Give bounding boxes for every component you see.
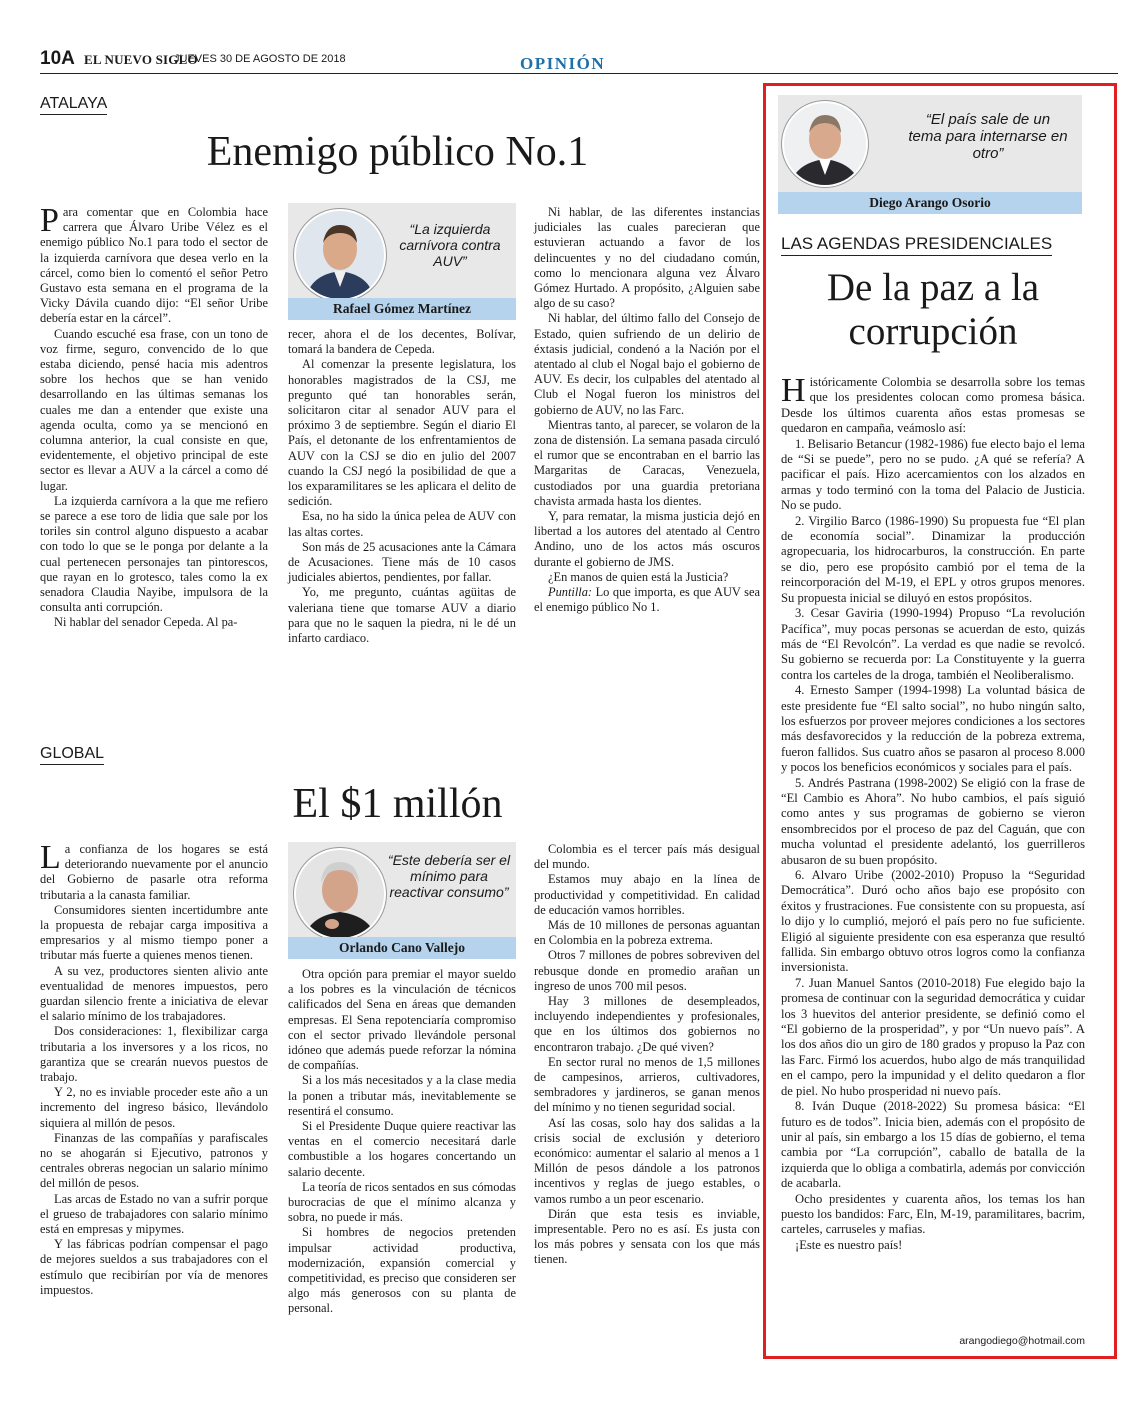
article3-para: Ocho presidentes y cuarenta años, los temas los han puesto los bandidos: Farc, Eln, M-19, paramilitares, bacrim, carteles, carruseles y mafias. [781,1191,1085,1237]
author-photo [294,209,386,301]
article2-para: En sector rural no menos de 1,5 millones de campesinos, arrieros, cultivadores, sembradores y jardineros, se ganan menos del mínimo y no tienen seguridad social. [534,1054,760,1115]
article2-headline: El $1 millón [292,781,503,827]
article3-headline [778,266,1088,354]
article2-para: Así las cosas, solo hay dos salidas a la crisis social de exclusión y deterioro económico: aumentar el salario al menos a 1 Millón de pesos dándole a los patronos incentivos y reglas de juego estables, o vamos rumbo a un peor escenario. [534,1115,760,1206]
article3-para: 8. Iván Duque (2018-2022) Su promesa básica: “El futuro es de todos”. Inicia bien, además con el propósito de unir al país, sin embargo a los 15 días de gobierno, el tema cambia por “La corrupción”, caballo de batalla de la izquierda que lo obliga a combatirla, además por convicción de acabarla. [781,1099,1085,1191]
article3-quote: “El país sale de un tema para internarse en otro” [908,111,1068,162]
portrait-icon [296,211,384,299]
article2-para: Estamos muy abajo en la línea de productividad y competitividad. En calidad de educación vamos horribles. [534,872,760,917]
article3-author: Diego Arango Osorio [778,192,1082,214]
article1-para: Yo, me pregunto, cuántas agüitas de valeriana tiene que tomarse AUV a diario para que no le saquen la piedra, ni le dé un infarto cardiaco. [288,585,516,646]
article2-para: Consumidores sienten incertidumbre ante la propuesta de rebajar carga impositiva a empresarios y al mismo tiempo poner a tributar más fuerte a quienes menos tienen. [40,902,268,963]
author-email[interactable]: arangodiego@hotmail.com [959,1335,1085,1347]
portrait-icon [784,103,866,185]
issue-date: JUEVES 30 DE AGOSTO DE 2018 [174,53,346,65]
section-title: OPINIÓN [520,54,606,73]
newspaper-name: EL NUEVO SIGLO [84,52,198,67]
dropcap: H [781,372,806,409]
article2-column-2 [288,967,516,1317]
article3-section-tag: LAS AGENDAS PRESIDENCIALES [781,234,1052,256]
article2-para: A su vez, productores sienten alivio ante eventualidad de menores impuestos, pero guardan silencio frente a iniciativa de elevar el salario mínimo de los trabajadores. [40,963,268,1024]
article2-para: Si a los más necesitados y a la clase media la ponen a tributar más, inevitablemente se resentirá el consumo. [288,1073,516,1118]
article2-para: Colombia es el tercer país más desigual del mundo. [534,842,760,872]
article1-para: Son más de 25 acusaciones ante la Cámara de Acusaciones. Tiene más de 10 casos judiciales abiertos, pendientes, por fallar. [288,539,516,585]
article2-para: Dirán que esta tesis es inviable, impresentable. Pero no es así. Es justa con los más pobres y sensata con los que más tienen. [534,1206,760,1267]
article2-para: Otra opción para premiar el mayor sueldo a los pobres es la vinculación de técnicos calificados del Sena en áreas que demanden empresas. El Sena repotenciaría compromiso con el sector privado llevándole personal idóneo que además puede reforzar la nómina de compañías. [288,967,516,1073]
article3-body [781,372,1085,1253]
article1-author-box [288,203,516,320]
article1-headline: Enemigo público No.1 [206,129,589,175]
article1-para: Al comenzar la presente legislatura, los honorables magistrados de la CSJ, me pregunto qué tan honorables serán, solicitaron citar al senador AUV para el próximo 3 de septiembre. Según el diario El País, el detonante de los enfrentamientos de AUV con la CSJ se dio en julio del 2007 cuando la CSJ negó la posibilidad de que a los exparamilitares se les aplicara el delito de sedición. [288,357,516,509]
article3-para: 1. Belisario Betancur (1982-1986) fue electo bajo el lema de “Si se puede”, pero no se pudo. ¿A qué se refería? A pacificar el país. Hizo acercamientos con los alzados en armas y todo terminó con la toma del Palacio de Justicia. No se pudo. [781,436,1085,513]
article1-column-1 [40,202,268,631]
dropcap: P [40,202,59,239]
article2-column-3 [534,842,760,1268]
article2-para: Dos consideraciones: 1, flexibilizar carga tributaria a los inversores y a los ricos, no garantiza que se crearán nuevos puestos de trabajo. [40,1024,268,1085]
article1-para: La izquierda carnívora a la que me refiero se parece a ese toro de lidia que sale por los toriles sin control alguno dispuesto a acabar con todo lo que se le ponga por delante a la cual pertenecen personajes tan pintorescos, que rayan en lo grotesco, tales como la ex senadora Claudia Nayibe, impulsora de la consulta anti corrupción. [40,493,268,615]
article1-para: Mientras tanto, al parecer, se volaron de la zona de distensión. La semana pasada circuló el rumor que se encontraban en el barrio las Margaritas de Caracas, Venezuela, custodiados por una guardia pretoriana chavista armada hasta los dientes. [534,417,760,508]
article2-author: Orlando Cano Vallejo [288,937,516,959]
article1-section-tag: ATALAYA [40,95,107,115]
article3-para: 4. Ernesto Samper (1994-1998) La voluntad básica de este presidente fue “El salto social”, no hubo ningún salto, los esfuerzos por proveer mejores condiciones a los sectores más desfavorecidos y la reducción de la pobreza extrema, fueron fallidos. Sus cuatro años se pasaron al proceso 8.000 y pocos los beneficios económicos y sociales para el país. [781,683,1085,775]
article1-column-3 [534,205,760,615]
portrait-icon [296,850,384,938]
article2-para: Y las fábricas podrían compensar el pago de mejores sueldos a sus trabajadores con el estímulo que recibirían por vía de menores impuestos. [40,1237,268,1297]
article2-author-box [288,842,516,959]
article3-para: ¡Este es nuestro país! [795,1237,903,1252]
article1-para: Ni hablar del senador Cepeda. Al pa- [54,615,238,630]
article3-para: 7. Juan Manuel Santos (2010-2018) Fue elegido bajo la promesa de continuar con la seguridad democrática y cuidar los 3 huevitos del anterior presidente, se definió como el “El gobierno de la prosperidad”, y por “Un nuevo país”. A los dos años dio un giro de 180 grados y propuso la Paz con las Farc. Firmó los acuerdos, hubo algo de más tranquilidad en el campo, pero la impunidad y el delito quedaron a flor de piel. No hubo prosperidad ni nuevo país. [781,975,1085,1098]
article2-quote: “Este debería ser el mínimo para reactivar consumo” [387,852,511,900]
article1-para: recer, ahora el de los decentes, Bolívar, tomará la bandera de Cepeda. [288,327,516,357]
article2-para: Hay 3 millones de desempleados, incluyendo independientes y profesionales, que en los últimos dos gobiernos no encontraron trabajo. ¿De qué viven? [534,994,760,1054]
article1-para: ¿En manos de quien está la Justicia? [548,569,729,584]
article2-para: La teoría de ricos sentados en sus cómodas burocracias de que el mínimo alcanza y sobra, no puede ir más. [288,1179,516,1225]
article2-para: Si hombres de negocios pretenden impulsar actividad productiva, modernización, expansión comercial y competitividad, es preciso que consideren ser algo más generosos con su planta de personal. [288,1225,516,1316]
article1-para: Para comentar que en Colombia hace carrera que Álvaro Uribe Vélez es el enemigo público No.1 para todo el sector de la izquierda carnívora que desea verlo en la cárcel, como bien lo comentó el señor Petro Gustavo esta semana en el programa de la Vicky Dávila cuando dijo: “El señor Uribe debería estar en la cárcel”. [40,202,268,326]
article3-para: 6. Alvaro Uribe (2002-2010) Propuso la “Seguridad Democrática”. Duró ocho años bajo ese propósito con éxitos y frustraciones. Fue consistente con su propuesta, así lo dijo y lo cumplió, mejoró el país pero no fue suficiente. Eligió al siguiente presidente con esa esperanza que resultó fallida. Sin embargo obtuvo otros logros como la confianza inversionista. [781,868,1085,975]
article3-author-box [778,95,1082,214]
header-rule [40,73,1118,74]
article2-para: Otros 7 millones de pobres sobreviven del rebusque donde en promedio arañan un ingreso de unos 700 mil pesos. [534,948,760,993]
author-photo [294,848,386,940]
article3-headline-line2: corrupción [848,310,1018,353]
article3-para: Históricamente Colombia se desarrolla sobre los temas que los presidentes colocan como promesa básica. Desde los últimos cuarenta años estas promesas se quedaron en campaña, veámoslo así: [781,372,1085,436]
article2-section-tag: GLOBAL [40,745,104,765]
article1-puntilla: Puntilla: Lo que importa, es que AUV sea el enemigo público No 1. [534,585,760,615]
article1-para: Ni hablar, del último fallo del Consejo de Estado, quien sufriendo de un delirio de éxtasis judicial, condenó a la Nación por el atentado al club el Nogal bajo el gobierno de AUV. Es decir, los culpables del atentado al Club el Nogal fueron los ministros del gobierno de AUV, no las Farc. [534,311,760,417]
article1-para: Cuando escuché esa frase, con un tono de voz firme, seguro, convencido de lo que estaba diciendo, pensé hacia mis adentros sobre los hechos que se han venido desarrollando en las últimas semanas los cuales me dan a entender que existe una agenda oculta, como ya se mencionó en columna anterior, la cual consiste en que, evidentemente, el objetivo principal de este sector es llevar a AUV a la cárcel a como dé lugar. [40,326,268,493]
article2-column-1 [40,839,268,1298]
article1-para: Y, para rematar, la misma justicia dejó en libertad a los autores del atentado al Centro Andino, uno de los actos más oscuros durante el gobierno de JMS. [534,509,760,569]
article3-para: 2. Virgilio Barco (1986-1990) Su propuesta fue “El plan de economía social”. Dinamizar la producción agropecuaria, los hidrocarburos, la construcción. En parte se dio, pero ese propósito cambió por el tema de la reincorporación del M-19, el EPL y otros grupos menores. Su propuesta inicial se diluyó en estos propósitos. [781,513,1085,605]
article3-headline-line1: De la paz a la [826,266,1040,309]
dropcap: L [40,839,61,876]
article2-para: Y 2, no es inviable proceder este año a un incremento del ingreso básico, llevándolo siquiera al millón de pesos. [40,1085,268,1130]
article2-para: Si el Presidente Duque quiere reactivar las ventas en el comercio necesitará darle combustible a los hogares concertando un salario decente. [288,1119,516,1179]
article1-para: Esa, no ha sido la única pelea de AUV con las altas cortes. [288,509,516,539]
article2-para: Finanzas de las compañías y parafiscales no se ahogarán si Ejecutivo, patronos y centrales obreras negocian un salario mínimo del millón de pesos. [40,1130,268,1191]
page-number: 10A [40,48,75,69]
article1-quote: “La izquierda carnívora contra AUV” [399,221,501,269]
author-photo [782,101,868,187]
article1-column-2 [288,327,516,646]
article3-para: 3. Cesar Gaviria (1990-1994) Propuso “La revolución Pacífica”, muy pocas personas se acuerdan de esto, quizás más de “El Revolcón”. La verdad es que nadie se revolcó. Su gobierno se recuerda por: La Constituyente y la guerra contra los carteles de la droga, también el Neoliberalismo. [781,606,1085,682]
article1-para: Ni hablar, de las diferentes instancias judiciales las cuales parecieran que estuvieran actuando a favor de los delincuentes y no del ciudadano común, como lo mencionara alguna vez Álvaro Gómez Hurtado. A propósito, ¿Alguien sabe algo de su caso? [534,205,760,311]
article1-author: Rafael Gómez Martínez [288,298,516,320]
article2-para: La confianza de los hogares se está deteriorando nuevamente por el anuncio del Gobierno de pasarle otra reforma tributaria a la canasta familiar. [40,839,268,902]
article2-para: Más de 10 millones de personas aguantan en Colombia en la pobreza extrema. [534,918,760,948]
article2-para: Las arcas de Estado no van a sufrir porque el grueso de trabajadores con salario mínimo está en empresas y mipymes. [40,1191,268,1237]
article3-para: 5. Andrés Pastrana (1998-2002) Se eligió con la frase de “El Cambio es Ahora”. No hubo cambios, el país siguió como antes y sus programas de gobierno se vieron ensombrecidos por el proceso de paz del Caguán, que con mucha voluntad el presidente adelantó, los guerrilleros abusaron de su buen propósito. [781,775,1085,867]
